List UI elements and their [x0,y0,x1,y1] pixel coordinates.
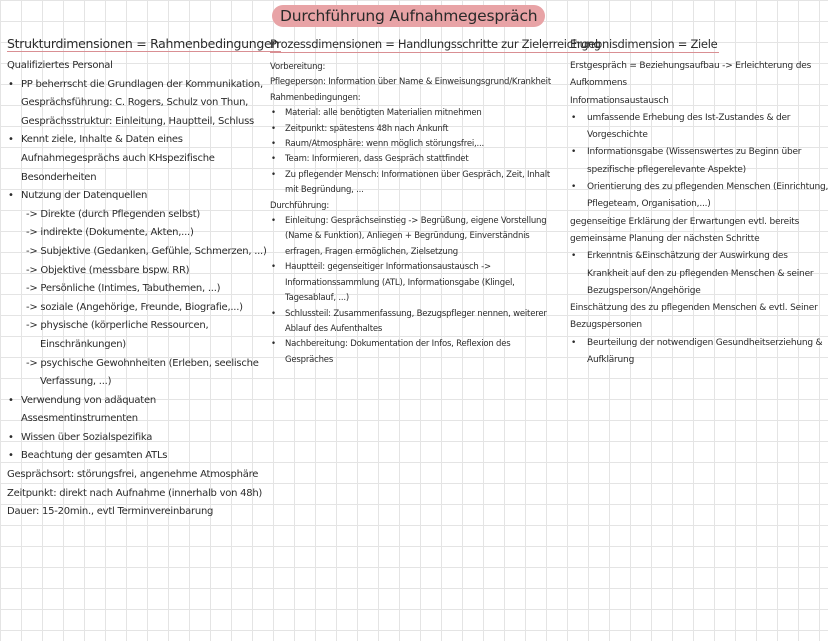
page-title: Durchführung Aufnahmegespräch [272,5,545,27]
text-line: Ablauf des Aufenthaltes [285,323,383,334]
bullet-item: • Orientierung des zu pflegenden Menschen (Einrichtung, [570,179,820,196]
result-column [570,33,828,369]
text-line: Bezugsperson/Angehörige [587,285,701,296]
text-line: Bezugspersonen [570,320,642,331]
text-line: gemeinsame Planung der nächsten Schritte [570,233,760,244]
text-line: Gespräches [285,354,334,365]
bullet-item: • umfassende Erhebung des Ist-Zustandes & der [570,110,820,127]
text-line: Dauer: 15-20min., evtl Terminvereinbarung [7,506,214,518]
process-body [270,60,560,368]
bullet-item: • Einleitung: Gesprächseinstieg -> Begrüßung, eigene Vorstellung [270,214,560,229]
result-body [570,58,828,369]
text-line: Einschränkungen) [40,338,126,350]
text-line: Rahmenbedingungen: [270,92,361,103]
text-line: Gesprächsort: störungsfrei, angenehme Atmosphäre [7,469,259,481]
text-line: Einschätzung des zu pflegenden Menschen & evtl. Seiner [570,303,818,314]
bullet-item: • Nutzung der Datenquellen [7,187,262,206]
bullet-item: • Verwendung von adäquaten [7,392,262,411]
text-line: Aufkommens [570,78,627,89]
text-line: Verfassung, ...) [40,376,112,388]
text-line: Gesprächsführung: C. Rogers, Schulz von Thun, [21,97,249,109]
text-line: Zeitpunkt: direkt nach Aufnahme (innerhalb von 48h) [7,487,263,499]
text-line: Informationsaustausch [570,95,669,106]
bullet-item: • Team: Informieren, dass Gespräch stattfindet [270,152,560,167]
arrow-item: -> physische (körperliche Ressourcen, [26,320,209,332]
text-line: spezifische pflegerelevante Aspekte) [587,164,746,175]
structure-body [7,57,267,522]
text-line: Krankheit auf den zu pflegenden Menschen & seiner [587,268,814,279]
text-line: Assesmentinstrumenten [21,413,138,425]
bullet-item: • PP beherrscht die Grundlagen der Kommunikation, [7,76,262,95]
arrow-item: -> Persönliche (Intimes, Tabuthemen, ...) [26,283,221,295]
bullet-item: • Zu pflegender Mensch: Informationen über Gespräch, Zeit, Inhalt [270,168,560,183]
text-line: Informationssammlung (ATL), Informationsgabe (Klingel, [285,277,515,288]
bullet-item: • Beurteilung der notwendigen Gesundheitserziehung & [570,335,820,352]
arrow-item: -> Objektive (messbare bspw. RR) [26,264,190,276]
text-line: Aufklärung [587,355,635,366]
bullet-item: • Beachtung der gesamten ATLs [7,447,262,466]
text-line: Gesprächsstruktur: Einleitung, Hauptteil, Schluss [21,115,255,127]
bullet-item: • Zeitpunkt: spätestens 48h nach Ankunft [270,122,560,137]
text-line: Tagesablauf, ...) [285,293,350,304]
structure-column [7,33,280,522]
arrow-item: -> Subjektive (Gedanken, Gefühle, Schmerzen, ...) [26,245,267,257]
text-line: Qualifiziertes Personal [7,60,113,71]
text-line: Pflegeteam, Organisation,...) [587,199,711,210]
text-line: (Name & Funktion), Anliegen + Begründung, Einverständnis [285,231,530,242]
bullet-item: • Informationsgabe (Wissenswertes zu Beginn über [570,144,820,161]
text-line: gegenseitige Erklärung der Erwartungen evtl. bereits [570,216,800,227]
text-line: Aufnahmegesprächs auch KHspezifische [21,152,215,164]
text-line: erfragen, Fragen ermöglichen, Zielsetzung [285,246,458,257]
arrow-item: -> Direkte (durch Pflegenden selbst) [26,208,201,220]
bullet-item: • Material: alle benötigten Materialien mitnehmen [270,106,560,121]
bullet-item: • Raum/Atmosphäre: wenn möglich störungsfrei,... [270,137,560,152]
text-line: Vorgeschichte [587,130,648,141]
text-line: Durchführung: [270,200,329,211]
process-heading: Prozessdimensionen = Handlungsschritte zur Zielerreichung [270,37,601,51]
arrow-item: -> indirekte (Dokumente, Akten,...) [26,227,194,239]
arrow-item: -> psychische Gewohnheiten (Erleben, seelische [26,357,259,369]
text-line: mit Begründung, ... [285,185,364,196]
bullet-item: • Schlussteil: Zusammenfassung, Bezugspfleger nennen, weiterer [270,307,560,322]
text-line: Besonderheiten [21,171,97,183]
result-heading: Ergebnisdimension = Ziele [570,37,718,51]
bullet-item: • Kennt ziele, Inhalte & Daten eines [7,131,262,150]
structure-heading: Strukturdimensionen = Rahmenbedingungen [7,36,280,51]
text-line: Vorbereitung: [270,62,326,72]
arrow-item: -> soziale (Angehörige, Freunde, Biografie,...) [26,301,243,313]
bullet-item: • Erkenntnis &Einschätzung der Auswirkung des [570,248,820,265]
text-line: Pflegeperson: Information über Name & Einweisungsgrund/Krankheit [270,77,551,88]
bullet-item: • Hauptteil: gegenseitiger Informationsaustausch -> [270,260,560,275]
bullet-item: • Wissen über Sozialspezifika [7,429,262,448]
bullet-item: • Nachbereitung: Dokumentation der Infos, Reflexion des [270,337,560,352]
text-line: Erstgespräch = Beziehungsaufbau -> Erleichterung des [570,61,812,71]
